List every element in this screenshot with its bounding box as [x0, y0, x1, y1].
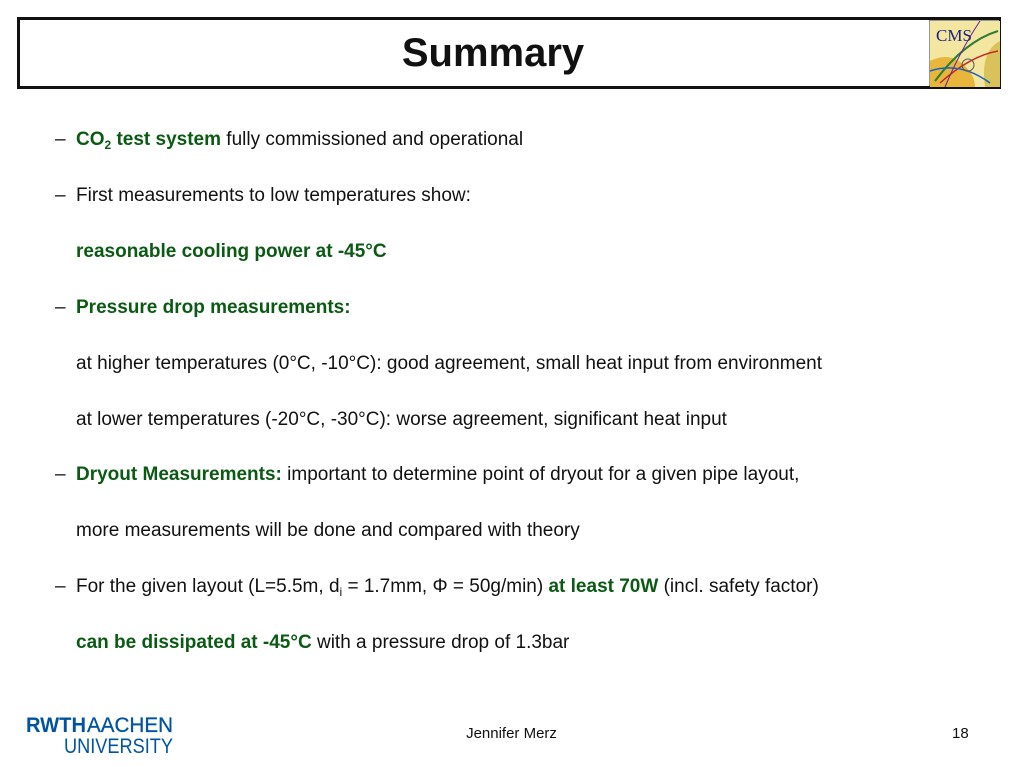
text-run: Pressure drop measurements: — [76, 297, 351, 318]
bullet-dash: – — [55, 464, 66, 485]
bullet-dash: – — [55, 297, 66, 318]
text-run: i — [339, 585, 343, 599]
text-run: First measurements to low temperatures show: — [76, 185, 471, 206]
bullet-dash: – — [55, 576, 66, 597]
text-run: more measurements will be done and compared with theory — [76, 520, 580, 541]
bullet-line — [76, 519, 580, 543]
rwth-logo-text-top2: AACHEN — [87, 714, 173, 737]
slide-title: Summary — [401, 31, 585, 75]
text-run: For the given layout (L=5.5m, d — [76, 576, 340, 597]
rwth-logo-text-top: RWTH — [26, 714, 86, 737]
footer-page-number: 18 — [952, 725, 969, 742]
bullet-line — [76, 184, 471, 208]
text-run: (incl. safety factor) — [658, 576, 819, 597]
bullet-line — [76, 631, 569, 655]
bullet-dash: – — [55, 129, 66, 150]
cms-logo — [929, 20, 999, 86]
bullet-line — [76, 408, 727, 432]
text-run: important to determine point of dryout for a given pipe layout, — [281, 464, 800, 485]
bullet-line — [76, 128, 523, 152]
text-run: test system — [111, 129, 222, 150]
rwth-logo-text-bottom: UNIVERSITY — [64, 735, 173, 758]
cms-logo-graphic — [930, 21, 1000, 87]
bullet-line — [76, 296, 351, 320]
bullet-line — [76, 240, 387, 264]
bullet-line — [76, 463, 799, 487]
text-run: can be dissipated at -45°C — [76, 632, 312, 653]
text-run: with a pressure drop of 1.3bar — [311, 632, 570, 653]
text-run: fully commissioned and operational — [221, 129, 524, 150]
title-box — [17, 17, 1001, 89]
text-run: at least 70W — [548, 576, 659, 597]
cms-logo-text: CMS — [936, 26, 972, 45]
footer-author: Jennifer Merz — [466, 725, 557, 742]
text-run: Dryout Measurements: — [76, 464, 282, 485]
text-run: 2 — [104, 138, 112, 152]
bullet-dash: – — [55, 185, 66, 206]
bullet-line — [76, 352, 822, 376]
text-run: reasonable cooling power at -45°C — [76, 241, 387, 262]
text-run: = 1.7mm, Φ = 50g/min) — [342, 576, 549, 597]
text-run: CO — [76, 129, 105, 150]
bullet-line — [76, 575, 819, 599]
text-run: at lower temperatures (-20°C, -30°C): worse agreement, significant heat input — [76, 409, 727, 430]
text-run: at higher temperatures (0°C, -10°C): good agreement, small heat input from environment — [76, 353, 823, 374]
